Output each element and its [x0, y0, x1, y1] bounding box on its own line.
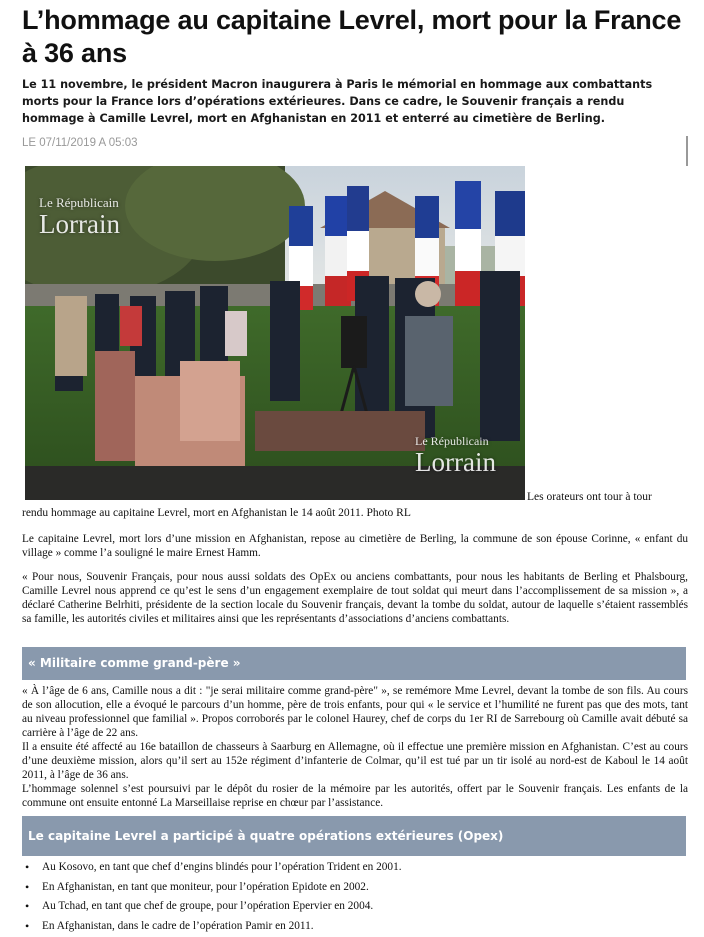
opex-list [22, 858, 688, 936]
article-lead: Le 11 novembre, le président Macron inaugurera à Paris le mémorial en hommage aux combattants morts pour la France lors d’opérations extérieures. Dans ce cadre, le Souvenir français a rendu hommage à Camille Levrel, mort en Afghanistan en 2011 et enterré au cimetière de Berling. [22, 78, 653, 125]
watermark-top-small: Le Républicain [39, 195, 119, 210]
list-item: • En Afghanistan, en tant que moniteur, pour l’opération Epidote en 2002. [22, 878, 688, 898]
paragraph-quote: « Pour nous, Souvenir Français, pour nous aussi soldats des OpEx ou anciens combattants, pour nous les habitants de Berling et Phalsbourg, Camille Levrel nous apprend ce qu’est le sens d’un engagement exemplaire de tout soldat qui meurt dans l’accomplissement de sa mission », a déclaré Catherine Belrhiti, présidente de la section locale du Souvenir français, devant la tombe du soldat, autour de laquelle s’étaient rassemblés sa famille, les autorités civiles et militaires ainsi que les représentants d’associations d’anciens combattants. [22, 571, 688, 625]
list-item: • Au Kosovo, en tant que chef d’engins blindés pour l’opération Trident en 2001. [22, 858, 688, 878]
watermark-bottom-big: Lorrain [415, 447, 496, 477]
watermark-top-big: Lorrain [39, 209, 120, 239]
photo-caption-end: rendu hommage au capitaine Levrel, mort en Afghanistan le 14 août 2011. Photo RL [22, 507, 411, 519]
paragraph-career-c: L’hommage solennel s’est poursuivi par le dépôt du rosier de la mémoire par les autorités, offert par le Souvenir français. Les enfants de la commune ont ensuite entonné La Marseillaise reprise en chœur par l’assistance. [22, 783, 688, 809]
list-item: • Au Tchad, en tant que chef de groupe, pour l’opération Epervier en 2004. [22, 897, 688, 917]
watermark-top [39, 196, 120, 238]
paragraph-intro: Le capitaine Levrel, mort lors d’une mission en Afghanistan, repose au cimetière de Berling, la commune de son épouse Corinne, « enfant du village » comme l’a souligné le maire Ernest Hamm. [22, 533, 688, 559]
text-cursor-bar [686, 136, 688, 166]
article-photo [25, 166, 525, 500]
paragraph-career-a: « À l’âge de 6 ans, Camille nous a dit : "je serai militaire comme grand-père" », se remémore Mme Levrel, devant la tombe de son fils. Au cours de son allocution, elle a évoqué le parcours d’un homme, père de trois enfants, pour qui « le service et l’humilité ne furent pas que des mots, tant au niveau professionnel que familial ». Propos corroborés par le colonel Haurey, chef de corps du 1er RI de Sarrebourg où Camille avait débuté sa carrière à l’âge de 22 ans. [22, 685, 688, 739]
section-heading-opex: Le capitaine Levrel a participé à quatre opérations extérieures (Opex) [22, 816, 686, 856]
watermark-bottom [415, 434, 496, 476]
publication-date: LE 07/11/2019 A 05:03 [22, 137, 138, 149]
section-heading-grand-pere: « Militaire comme grand-père » [22, 647, 686, 680]
watermark-bottom-small: Le Républicain [415, 434, 489, 448]
list-item: • En Afghanistan, dans le cadre de l’opération Pamir en 2011. [22, 917, 688, 937]
paragraph-career [22, 684, 688, 810]
photo-caption-start: Les orateurs ont tour à tour [527, 491, 652, 503]
article-title: L’hommage au capitaine Levrel, mort pour la France à 36 ans [22, 5, 682, 68]
paragraph-career-b: Il a ensuite été affecté au 16e bataillon de chasseurs à Saarburg en Allemagne, où il effectue une première mission en Afghanistan. C’est au cours d’une deuxième mission, alors qu’il sert au 152e régiment d’infanterie de Colmar, qu’il est tué par un tir isolé au nord-est de Kaboul le 14 août 2011, à l’âge de 36 ans. [22, 741, 688, 781]
